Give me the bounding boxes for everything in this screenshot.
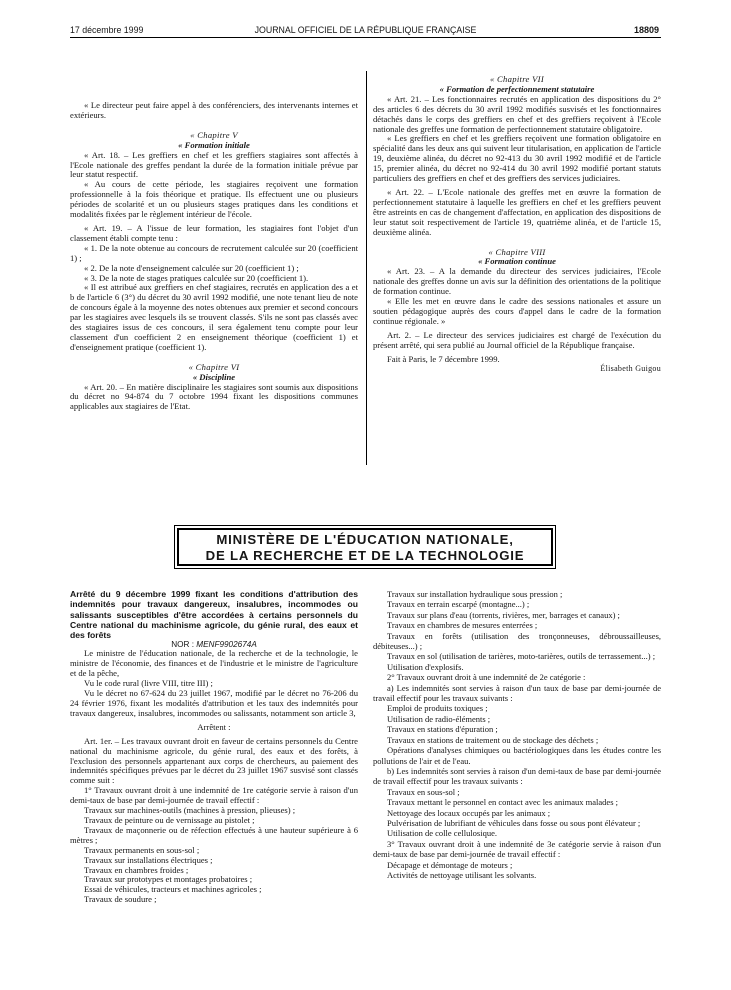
list-item: Activités de nettoyage utilisant les solvants. xyxy=(387,869,537,880)
paragraph: 3° Travaux ouvrant droit à une indemnité de 3e catégorie servie à raison d'un demi-taux de base par demi-journée de travail effectif : xyxy=(373,838,661,860)
section-heading: « Discipline xyxy=(192,371,236,382)
paragraph: « Il est attribué aux greffiers en chef stagiaires, recrutés en application des a et b de l'article 6 (3°) du décret du 30 avril 1992 modifié, une note tenant lieu de note de concours égale à la moyenne des notes obtenues aux premier et second concours par les stagiaires avec lesquels ils se trouvent classés. S'ils ne sont pas classés avec des stagiaires issus de ces concours, il sera également tenu compte pour leur classement d'un coefficient 2 en enseignement théorique (coefficient 1) et d'enseignement pratique (coefficient 1). xyxy=(70,282,358,352)
paragraph: 2° Travaux ouvrant droit à une indemnité de 2e catégorie : xyxy=(387,672,586,683)
banner-line: MINISTÈRE DE L'ÉDUCATION NATIONALE, xyxy=(216,532,514,547)
list-item: Travaux de peinture ou de vernissage au pistolet ; xyxy=(84,814,255,825)
list-item: Travaux sur prototypes et montages probatoires ; xyxy=(84,874,253,885)
list-item: Travaux en stations d'épuration ; xyxy=(387,724,498,735)
list-item: Emploi de produits toxiques ; xyxy=(387,703,488,714)
list xyxy=(70,806,358,905)
paragraph: Fait à Paris, le 7 décembre 1999. xyxy=(387,353,500,364)
paragraph: 1° Travaux ouvrant droit à une indemnité de 1re catégorie servie à raison d'un demi-taux de base par demi-journée de travail effectif : xyxy=(70,785,358,806)
list-item: Travaux sur plans d'eau (torrents, rivières, mer, barrages et canaux) ; xyxy=(387,609,620,620)
paragraph: « Art. 20. – En matière disciplinaire les stagiaires sont soumis aux dispositions du décret no 94-874 du 7 octobre 1994 fixant les dispositions communes applicables aux stagiaires de l'Etat. xyxy=(70,381,358,412)
list xyxy=(373,787,661,839)
list-item: Utilisation de colle cellulosique. xyxy=(387,828,498,839)
column-divider xyxy=(366,71,367,465)
list-item: Nettoyage des locaux occupés par les animaux ; xyxy=(387,807,551,818)
left-column-top xyxy=(70,101,358,412)
list-item: Travaux en chambres froides ; xyxy=(84,864,189,875)
nor-label: NOR : xyxy=(171,640,197,650)
paragraph: « Art. 18. – Les greffiers en chef et les greffiers stagiaires sont affectés à l'Ecole nationale des greffes pendant la durée de la formation initiale prévue par leur statut respectif. xyxy=(70,149,358,180)
section-heading: « Formation continue xyxy=(478,256,556,267)
paragraph: Le ministre de l'éducation nationale, de la recherche et de la technologie, le ministre de l'économie, des finances et de l'industrie et le ministre de l'agriculture et de la pêche, xyxy=(70,648,358,679)
banner-line: DE LA RECHERCHE ET DE LA TECHNOLOGIE xyxy=(205,548,525,563)
list-item: Travaux en stations de traitement ou de stockage des déchets ; xyxy=(387,734,599,745)
header-rule xyxy=(70,37,661,38)
paragraph: « Art. 19. – A l'issue de leur formation, les stagiaires font l'objet d'un classement établi compte tenu : xyxy=(70,222,358,243)
decree-title: Arrêté du 9 décembre 1999 fixant les conditions d'attribution des indemnités pour travaux dangereux, insalubres, incommodes ou salissants susceptibles d'être accordées à certains personnels du Centre national du machinisme agricole, du génie rural, des eaux et des forêts xyxy=(70,589,358,641)
list-item: Travaux en sous-sol ; xyxy=(387,786,460,797)
list-item: Travaux de soudure ; xyxy=(84,894,157,905)
paragraph: « Art. 22. – L'Ecole nationale des greffes met en œuvre la formation de perfectionnement statutaire à laquelle les greffiers en chef et les greffiers peuvent être astreints en cas de changement d'affectation, en application des dispositions de leur statut soit respectivement de l'article 19, quatrième alinéa, et de l'article 15, deuxième alinéa. xyxy=(373,186,661,237)
paragraph: Art. 1er. – Les travaux ouvrant droit en faveur de certains personnels du Centre national du machinisme agricole, du génie rural, des eaux et des forêts, à l'exclusion des personnels appartenant aux corps de chercheurs, au paiement des indemnités spécifiques prévues par le décret du 23 juillet 1967 susvisé sont classés comme suit : xyxy=(70,735,358,786)
header-journal-title: JOURNAL OFFICIEL DE LA RÉPUBLIQUE FRANÇAISE xyxy=(254,25,477,35)
list xyxy=(373,703,661,765)
header-date: 17 décembre 1999 xyxy=(70,25,144,35)
section-heading: « Formation initiale xyxy=(178,139,250,150)
chapter-heading: « Chapitre VIII xyxy=(488,246,546,257)
paragraph: b) Les indemnités sont servies à raison d'un demi-taux de base par demi-journée de travail effectif pour les travaux suivants : xyxy=(373,765,661,787)
list-item: Travaux de maçonnerie ou de réfection effectués à une hauteur supérieure à 6 mètres ; xyxy=(70,824,358,845)
list-item: Décapage et démontage de moteurs ; xyxy=(387,859,513,870)
paragraph: Arrêtent : xyxy=(197,721,231,732)
list-item: Travaux en forêts (utilisation des tronçonneuses, débroussailleuses, débiteuses...) ; xyxy=(373,630,661,652)
paragraph: « Art. 21. – Les fonctionnaires recrutés en application des dispositions du 2° des articles 6 des décrets du 30 avril 1992 modifiés susvisés et les fonctionnaires détachés dans le corps des greffiers en chef et des greffiers reçoivent à l'Ecole nationale des greffes une formation de perfectionnement statutaire obligatoire. xyxy=(373,93,661,134)
list-item: Travaux sur installations électriques ; xyxy=(84,854,213,865)
list-item: Travaux mettant le personnel en contact avec les animaux malades ; xyxy=(387,797,618,808)
paragraph: Art. 2. – Le directeur des services judiciaires est chargé de l'exécution du présent arrêté, qui sera publié au Journal officiel de la République française. xyxy=(373,329,661,350)
list-item: Essai de véhicules, tracteurs et machines agricoles ; xyxy=(84,884,262,895)
chapter-heading: « Chapitre VI xyxy=(188,361,240,372)
list-item: Travaux sur machines-outils (machines à pression, plieuses) ; xyxy=(84,805,296,816)
right-column-bottom xyxy=(373,589,661,880)
paragraph: « Elle les met en œuvre dans le cadre des sessions nationales et assure un soutien pédagogique auprès des cours d'appel dans le cadre de la formation continue régionale. » xyxy=(373,296,661,326)
chapter-heading: « Chapitre V xyxy=(190,129,238,140)
list-item: Utilisation d'explosifs. xyxy=(387,661,464,672)
header-page-number: 18809 xyxy=(633,25,659,35)
paragraph: Vu le code rural (livre VIII, titre III) ; xyxy=(84,678,213,689)
paragraph: « 3. De la note de stages pratiques calculée sur 20 (coefficient 1). xyxy=(84,272,309,283)
paragraph: « 2. De la note d'enseignement calculée sur 20 (coefficient 1) ; xyxy=(84,262,299,273)
list-item: Utilisation de radio-éléments ; xyxy=(387,713,491,724)
right-column-top xyxy=(373,75,661,374)
section-heading: « Formation de perfectionnement statutaire xyxy=(439,83,595,94)
page-header xyxy=(0,0,731,50)
list xyxy=(373,589,661,672)
paragraph: Vu le décret no 67-624 du 23 juillet 1967, modifié par le décret no 76-206 du 24 février 1976, fixant les modalités d'attribution et les taux des indemnités pour travaux dangereux, insalubres, incommodes ou salissants, notamment son article 3, xyxy=(70,688,358,718)
chapter-heading: « Chapitre VII xyxy=(489,74,544,84)
signature: Élisabeth Guigou xyxy=(600,364,661,374)
paragraph: « Au cours de cette période, les stagiaires reçoivent une formation professionnelle à la fois théorique et pratique. Ils effectuent une ou plusieurs périodes de scolarité et un ou plusieurs stages pratiques dans les conditions et modalités fixées par le règlement intérieur de l'école. xyxy=(70,179,358,220)
paragraph: « Les greffiers en chef et les greffiers reçoivent une formation obligatoire en spécialité dans les deux ans qui suivent leur titularisation, en application de l'article 19, deuxième alinéa, du décret no 92-413 du 30 avril 1992 modifié et de l'article 15, premier alinéa, du décret no 92-414 du 30 avril 1992 modifié portant statuts particuliers des greffiers en chef et des greffiers des services judiciaires. xyxy=(373,133,661,184)
list-item: Travaux en chambres de mesures enterrées ; xyxy=(387,620,538,631)
left-column-bottom xyxy=(70,589,358,905)
paragraph: « 1. De la note obtenue au concours de recrutement calculée sur 20 (coefficient 1) ; xyxy=(70,242,358,263)
paragraph: « Le directeur peut faire appel à des conférenciers, des intervenants internes et extérieurs. xyxy=(70,100,358,120)
list-item: Travaux permanents en sous-sol ; xyxy=(84,844,200,855)
list-item: Opérations d'analyses chimiques ou bactériologiques dans les études contre les pollutions de l'air et de l'eau. xyxy=(373,745,661,766)
paragraph: a) Les indemnités sont servies à raison d'un taux de base par demi-journée de travail effectif pour les travaux suivants : xyxy=(373,682,661,704)
paragraph: « Art. 23. – A la demande du directeur des services judiciaires, l'Ecole nationale des greffes donne un avis sur la définition des orientations de la politique de formation continue. xyxy=(373,266,661,297)
ministry-banner xyxy=(177,528,553,566)
list-item: Pulvérisation de lubrifiant de véhicules dans fosse ou sous pont élévateur ; xyxy=(387,817,641,828)
list xyxy=(373,860,661,881)
list-item: Travaux en sol (utilisation de tarières, moto-tarières, outils de terrassement...) ; xyxy=(387,651,656,662)
list-item: Travaux sur installation hydraulique sous pression ; xyxy=(387,589,563,599)
list-item: Travaux en terrain escarpé (montagne...) ; xyxy=(387,599,530,610)
nor-code: MENF9902674A xyxy=(196,640,257,650)
